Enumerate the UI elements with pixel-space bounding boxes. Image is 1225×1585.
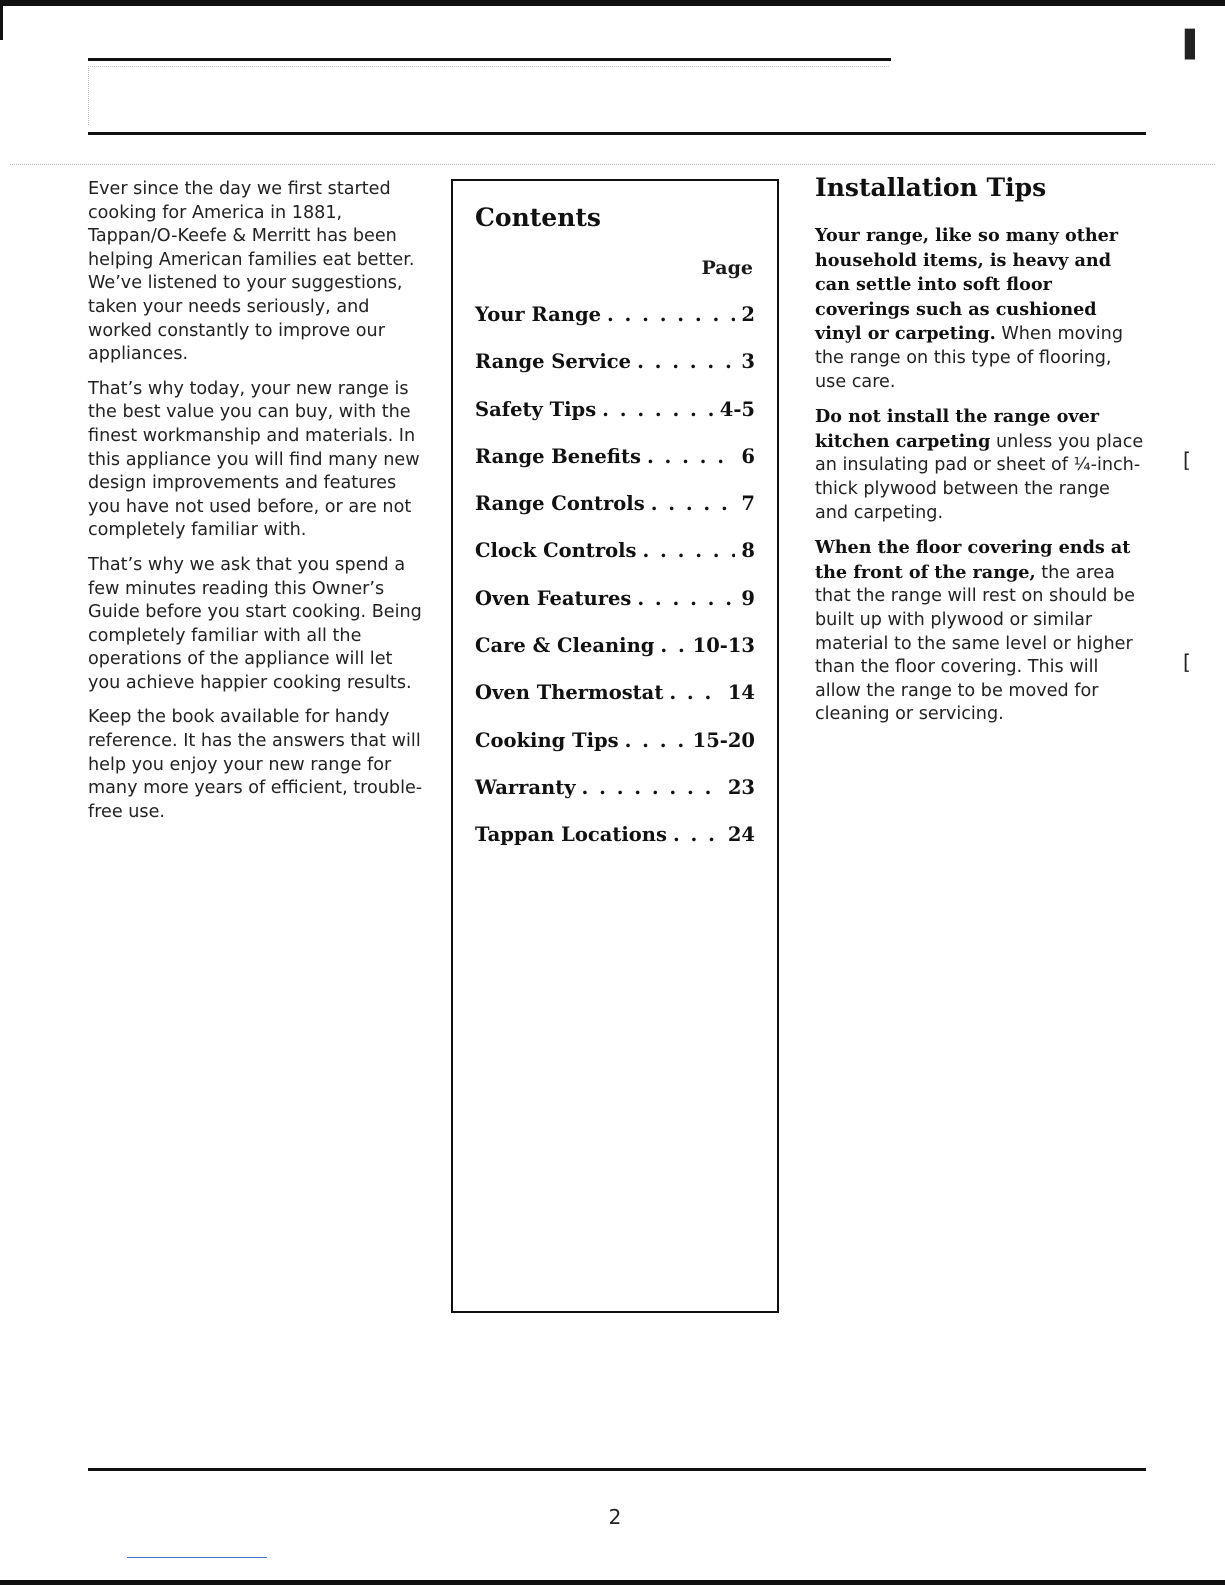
toc-entry-tappan-locations[interactable] [475, 823, 755, 870]
scan-artifact-mark: [ [1183, 448, 1191, 472]
toc-label: Range Controls [475, 492, 645, 516]
toc-page: 7 [741, 492, 755, 516]
toc-page: 24 [727, 823, 755, 847]
toc-label: Care & Cleaning [475, 634, 655, 658]
scan-artifact-mark: ▌ [1185, 30, 1205, 60]
installation-body: unless you place an insulating pad or sheet of ¼-inch-thick plywood between the range and carpeting. [815, 431, 1144, 523]
toc-entry-oven-thermostat[interactable] [475, 681, 755, 728]
toc-label: Range Service [475, 350, 632, 374]
toc-page: 2 [741, 303, 755, 326]
toc-leader-dots [582, 776, 722, 799]
toc-entry-range-benefits[interactable] [475, 445, 755, 492]
intro-paragraph: Ever since the day we first started cooking for America in 1881, Tappan/O-Keefe & Merritt has been helping American families eat better. We’ve listened to your suggestions, taken your needs seriously, and worked constantly to improve our appliances. [88, 179, 415, 365]
toc-label: Cooking Tips [475, 728, 619, 752]
scan-edge-top [0, 0, 1225, 6]
contents-list [475, 303, 755, 871]
toc-entry-range-service[interactable] [475, 350, 755, 397]
faint-scan-line [10, 164, 1215, 165]
toc-label: Oven Thermostat [475, 681, 664, 705]
toc-page: 3 [741, 350, 755, 374]
toc-entry-care-cleaning[interactable] [475, 634, 755, 681]
toc-label: Your Range [475, 303, 601, 326]
toc-entry-cooking-tips[interactable] [475, 729, 755, 776]
intro-column [88, 178, 423, 835]
toc-label: Tappan Locations [475, 823, 667, 847]
toc-label: Warranty [475, 775, 576, 799]
toc-entry-warranty[interactable] [475, 776, 755, 823]
toc-entry-clock-controls[interactable] [475, 539, 755, 586]
toc-label: Safety Tips [475, 397, 597, 421]
installation-column [815, 172, 1145, 738]
toc-page: 6 [741, 444, 755, 468]
toc-entry-safety-tips[interactable] [475, 398, 755, 445]
scan-edge-bottom [0, 1580, 1225, 1585]
scan-artifact-mark: [ [1183, 650, 1191, 674]
toc-entry-range-controls[interactable] [475, 492, 755, 539]
installation-body: the area that the range will rest on should be built up with plywood or similar material to the same level or higher than the floor covering. This will allow the range to be moved for cleaning or servicing. [815, 562, 1135, 725]
toc-entry-oven-features[interactable] [475, 587, 755, 634]
toc-leader-dots [602, 398, 714, 421]
toc-leader-dots [673, 823, 722, 846]
installation-lead: When the floor covering ends at the front of the range, [815, 537, 1131, 583]
installation-paragraph [815, 405, 1145, 525]
installation-lead: Do not install the range over kitchen carpeting [815, 406, 1100, 452]
toc-leader-dots [607, 303, 735, 326]
intro-paragraph: Keep the book available for handy reference. It has the answers that will help you enjoy your new range for many more years of efficient, trouble-free use. [88, 707, 423, 822]
installation-paragraph [815, 224, 1145, 394]
header-rule-lower [88, 132, 1146, 135]
installation-title: Installation Tips [815, 173, 1047, 202]
toc-page: 4-5 [719, 397, 755, 421]
toc-label: Clock Controls [475, 539, 637, 563]
toc-leader-dots [651, 492, 736, 515]
toc-leader-dots [625, 729, 687, 752]
toc-leader-dots [637, 350, 735, 373]
toc-page: 15-20 [692, 728, 755, 752]
toc-leader-dots [647, 445, 735, 468]
footer-rule [88, 1468, 1146, 1471]
header-rule-upper [88, 58, 891, 61]
installation-paragraph [815, 536, 1145, 727]
intro-paragraph: That’s why we ask that you spend a few minutes reading this Owner’s Guide before you start cooking. Being completely familiar with all the operations of the appliance will let you achieve happier cooking results. [88, 554, 422, 693]
toc-page: 9 [741, 586, 755, 610]
intro-paragraph: That’s why today, your new range is the best value you can buy, with the finest workmanship and materials. In this appliance you will find many new design improvements and features you have not used before, or are not completely familiar with. [88, 378, 420, 541]
toc-page: 10-13 [692, 634, 755, 658]
toc-leader-dots [642, 539, 735, 562]
toc-page: 8 [741, 539, 755, 563]
toc-leader-dots [660, 634, 686, 657]
toc-leader-dots [669, 681, 722, 704]
toc-label: Range Benefits [475, 444, 641, 468]
contents-box [451, 179, 779, 1313]
toc-leader-dots [637, 587, 735, 610]
scan-edge-left [0, 0, 3, 40]
toc-label: Oven Features [475, 586, 632, 610]
contents-page-header: Page [701, 257, 753, 279]
toc-page: 23 [727, 775, 755, 799]
toc-entry-your-range[interactable] [475, 303, 755, 350]
toc-page: 14 [727, 681, 755, 705]
faded-header-band [88, 66, 889, 125]
contents-title: Contents [475, 203, 602, 232]
installation-body: When moving the range on this type of flooring, use care. [815, 324, 1123, 392]
page-number: 2 [608, 1505, 622, 1529]
scan-blue-line [127, 1557, 267, 1558]
installation-lead: Your range, like so many other household items, is heavy and can settle into soft floor coverings such as cushioned vinyl or carpeting. [815, 225, 1119, 345]
